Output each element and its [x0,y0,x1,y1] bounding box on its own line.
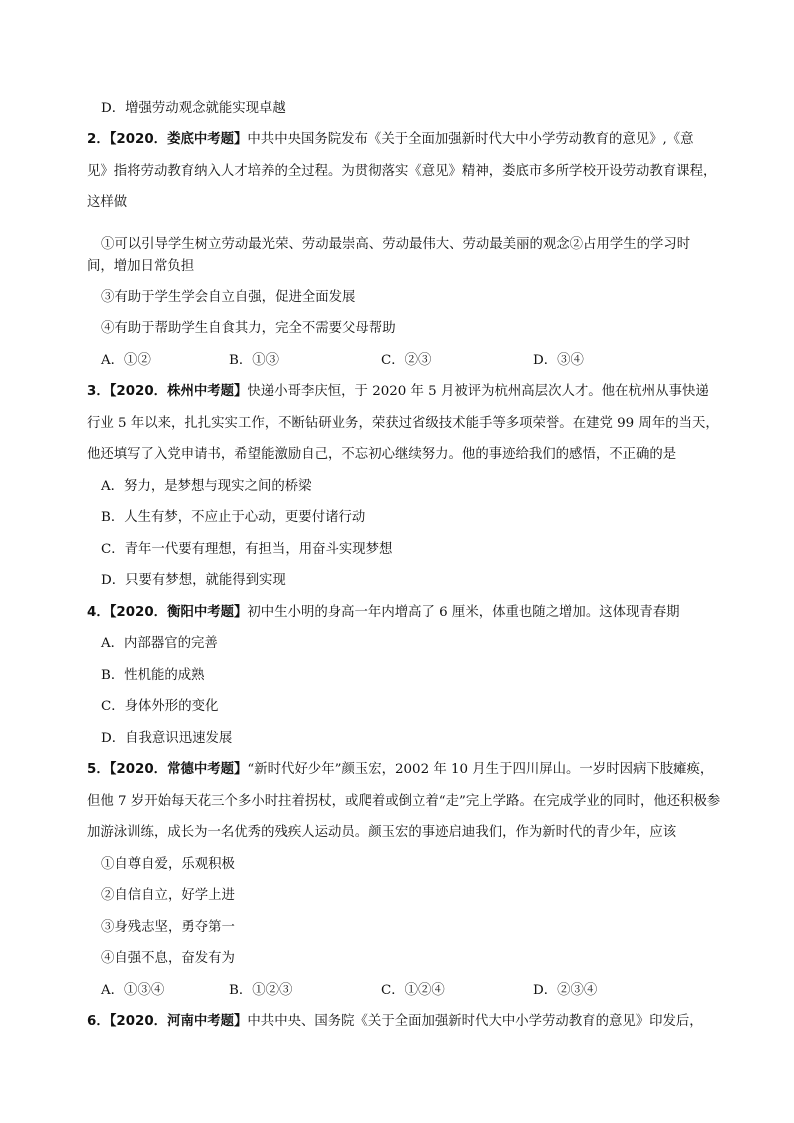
text-line [101,635,218,653]
line-text: ③有助于学生学会自立自强，促进全面发展 [101,290,356,305]
question-heading: 6． [87,1014,110,1029]
line-text: 快递小哥李庆恒，于 2020 年 5 月被评为杭州高层次人才。他在杭州从事快递 [247,384,709,399]
text-line [101,478,312,496]
text-line [87,415,719,433]
question-heading: 3． [87,384,110,399]
text-line [101,856,235,874]
answer-option: D．②③④ [533,983,598,998]
text-line [101,887,235,905]
line-text: ①可以引导学生树立劳动最光荣、劳动最崇高、劳动最伟大、劳动最美丽的观念②占用学生的学习时 [101,237,691,252]
line-text: A．努力，是梦想与现实之间的桥梁 [101,479,312,494]
text-line [87,194,127,212]
line-text: D．自我意识迅速发展 [101,731,233,746]
question-heading: 【2020．常德中考题】 [109,762,248,777]
answer-option: B．①②③ [229,983,293,998]
text-line [87,793,720,811]
text-line [101,320,396,338]
text-line [101,541,392,559]
text-line [101,698,218,716]
answer-option: D．③④ [533,353,584,368]
answer-option: C．①②④ [381,983,445,998]
line-text: C．身体外形的变化 [101,699,219,714]
question-heading: 【2020．株州中考题】 [109,384,248,399]
line-text: “新时代好少年”颜玉宏，2002 年 10 月生于四川屏山。一岁时因病下肢瘫痪， [247,762,714,777]
text-line [87,163,716,181]
text-line [87,761,713,779]
line-text: ②自信自立，好学上进 [101,888,235,903]
text-line [87,604,680,622]
line-text: ①自尊自爱，乐观积极 [101,857,235,872]
line-text: A．内部器官的完善 [101,636,218,651]
answer-options-row [101,352,701,370]
line-text: 初中生小明的身高一年内增高了 6 厘米，体重也随之增加。这体现青春期 [247,605,680,620]
answer-options-row [101,982,701,1000]
text-line [87,131,694,149]
text-line [87,1013,703,1031]
line-text: B．人生有梦，不应止于心动，更要付诸行动 [101,510,366,525]
line-text: 但他 7 岁开始每天花三个多小时拄着拐杖，或爬着或倒立着“走”完上学路。在完成学业的同时，他还积极参 [87,794,721,809]
text-line [87,258,194,276]
line-text: B．性机能的成熟 [101,668,205,683]
text-line [101,509,365,527]
text-line [101,236,690,254]
line-text: 中共中央、国务院《关于全面加强新时代大中小学劳动教育的意见》印发后， [247,1014,703,1029]
text-line [101,572,286,590]
line-text: 他还填写了入党申请书，希望能激励自己，不忘初心继续努力。他的事迹给我们的感悟，不正确的是 [87,447,677,462]
line-text: 间，增加日常负担 [87,259,195,274]
question-heading: 5． [87,762,110,777]
answer-option: A．①② [101,353,151,368]
text-line [101,730,232,748]
question-heading: 4． [87,605,110,620]
text-line [101,919,235,937]
answer-option: A．①③④ [101,983,165,998]
line-text: ④自强不息，奋发有为 [101,951,235,966]
question-heading: 【2020．河南中考题】 [109,1014,248,1029]
answer-option: C．②③ [381,353,432,368]
text-line [101,100,286,118]
line-text: D．增强劳动观念就能实现卓越 [101,101,286,116]
text-line [87,446,676,464]
question-heading: 2． [87,132,110,147]
line-text: 加游泳训练，成长为一名优秀的残疾人运动员。颜玉宏的事迹启迪我们，作为新时代的青少年，应该 [87,825,677,840]
question-heading: 【2020．娄底中考题】 [109,132,248,147]
question-heading: 【2020．衡阳中考题】 [109,605,248,620]
text-line [87,383,709,401]
text-line [101,667,205,685]
line-text: ③身残志坚，勇夺第一 [101,920,235,935]
line-text: 中共中央国务院发布《关于全面加强新时代大中小学劳动教育的意见》,《意 [247,132,694,147]
answer-option: B．①③ [229,353,280,368]
line-text: 见》指将劳动教育纳入人才培养的全过程。为贯彻落实《意见》精神，娄底市多所学校开设劳动教育课程， [87,164,717,179]
line-text: ④有助于帮助学生自食其力，完全不需要父母帮助 [101,321,396,336]
text-line [87,824,676,842]
line-text: C．青年一代要有理想，有担当，用奋斗实现梦想 [101,542,393,557]
text-line [101,289,355,307]
line-text: 这样做 [87,195,128,210]
text-line [101,950,235,968]
line-text: D．只要有梦想，就能得到实现 [101,573,286,588]
line-text: 行业 5 年以来，扎扎实实工作，不断钻研业务，荣获过省级技术能手等多项荣誉。在建党 99 周年的当天， [87,416,719,431]
